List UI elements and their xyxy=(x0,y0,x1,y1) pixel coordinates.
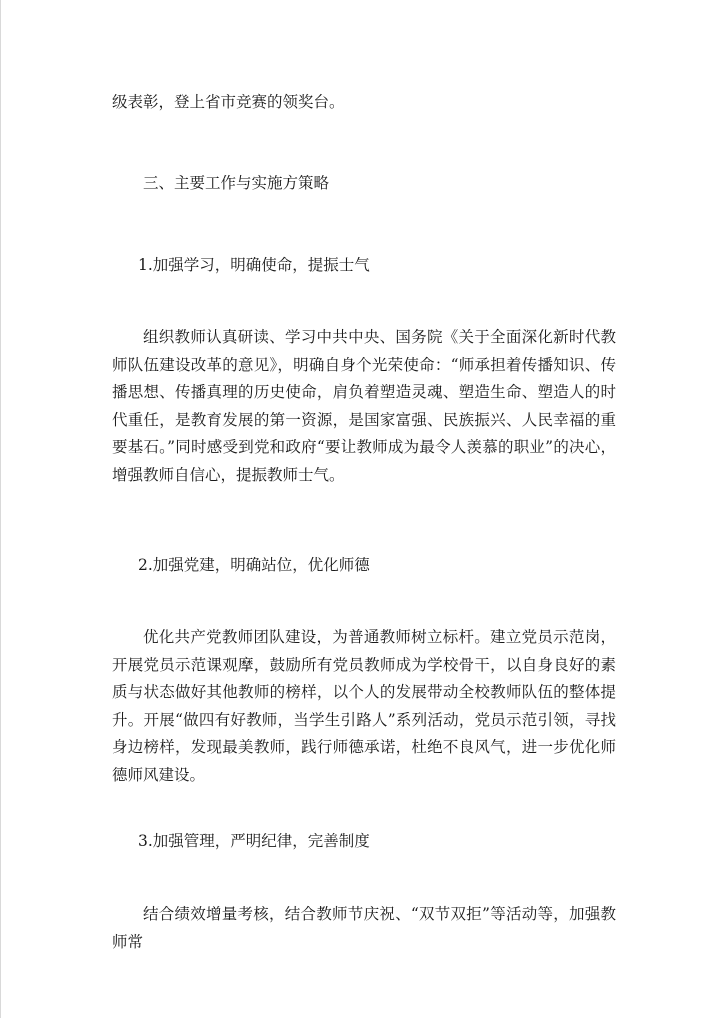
section-heading: 三、主要工作与实施方策略 xyxy=(143,174,330,192)
item-3-body: 结合绩效增量考核，结合教师节庆祝、“双节双拒”等活动等，加强教师常 xyxy=(112,905,616,951)
item-2-heading: 2.加强党建，明确站位，优化师德 xyxy=(138,556,370,574)
item-3-heading: 3.加强管理，严明纪律，完善制度 xyxy=(138,832,370,850)
continuation-line: 级表彰，登上省市竞赛的领奖台。 xyxy=(112,93,345,111)
item-1-heading: 1.加强学习，明确使命，提振士气 xyxy=(138,256,370,274)
item-1-body: 组织教师认真研读、学习中共中央、国务院《关于全面深化新时代教师队伍建设改革的意见》，明确自身个光荣使命：“师承担着传播知识、传播思想、传播真理的历史使命，肩负着塑造灵魂、塑造生命、塑造人的时代重任，是教育发展的第一资源，是国家富强、民族振兴、人民幸福的重要基石。”同时感受到党和政府“要让教师成为最令人羡慕的职业”的决心，增强教师自信心，提振教师士气。 xyxy=(112,328,616,484)
item-2-body: 优化共产党教师团队建设，为普通教师树立标杆。建立党员示范岗，开展党员示范课观摩，鼓励所有党员教师成为学校骨干，以自身良好的素质与状态做好其他教师的榜样，以个人的发展带动全校教师队伍的整体提升。开展“做四有好教师，当学生引路人”系列活动，党员示范引领，寻找身边榜样，发现最美教师，践行师德承诺，杜绝不良风气，进一步优化师德师风建设。 xyxy=(112,628,616,784)
